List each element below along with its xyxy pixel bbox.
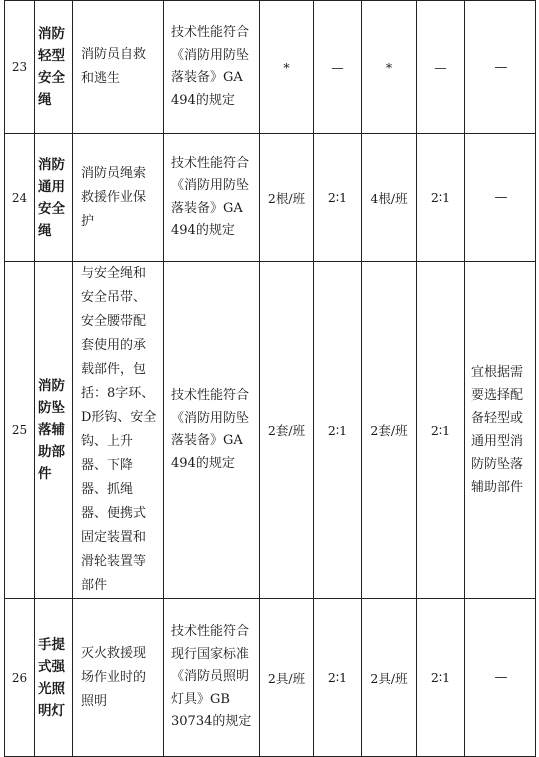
equipment-use: 与安全绳和安全吊带、安全腰带配套使用的承载部件，包括：8字环、D形钩、安全钩、上升器、下降器、抓绳器、便携式固定装置和滑轮装置等部件: [73, 262, 164, 599]
equipment-standard: 技术性能符合《消防用防坠落装备》GA 494的规定: [164, 1, 260, 134]
ratio-cell-2: 2∶1: [417, 599, 465, 757]
ratio-cell-2: 2∶1: [417, 134, 465, 262]
quantity-cell-2: 2具/班: [362, 599, 417, 757]
table-row: [5, 1, 536, 134]
row-number: 26: [5, 599, 35, 757]
ratio-cell-1: 2∶1: [314, 262, 362, 599]
remark-cell: —: [465, 134, 536, 262]
equipment-standard: 技术性能符合《消防用防坠落装备》GA 494的规定: [164, 262, 260, 599]
ratio-cell-1: 2∶1: [314, 599, 362, 757]
equipment-name: 手提式强光照明灯: [35, 599, 73, 757]
equipment-name: 消防防坠落辅助部件: [35, 262, 73, 599]
table-row: [5, 599, 536, 757]
table-row: [5, 134, 536, 262]
equipment-use: 消防员绳索救援作业保护: [73, 134, 164, 262]
ratio-cell-2: —: [417, 1, 465, 134]
quantity-cell-2: 2套/班: [362, 262, 417, 599]
quantity-cell-1: *: [260, 1, 314, 134]
row-number: 25: [5, 262, 35, 599]
quantity-cell-2: *: [362, 1, 417, 134]
equipment-standard: 技术性能符合《消防用防坠落装备》GA 494的规定: [164, 134, 260, 262]
remark-cell: 宜根据需要选择配备轻型或通用型消防防坠落辅助部件: [465, 262, 536, 599]
remark-cell: —: [465, 1, 536, 134]
quantity-cell-1: 2套/班: [260, 262, 314, 599]
quantity-cell-1: 2具/班: [260, 599, 314, 757]
equipment-use: 消防员自救和逃生: [73, 1, 164, 134]
equipment-name: 消防轻型安全绳: [35, 1, 73, 134]
quantity-cell-2: 4根/班: [362, 134, 417, 262]
equipment-use: 灭火救援现场作业时的照明: [73, 599, 164, 757]
ratio-cell-1: —: [314, 1, 362, 134]
equipment-table: [4, 0, 536, 757]
row-number: 24: [5, 134, 35, 262]
ratio-cell-2: 2∶1: [417, 262, 465, 599]
equipment-standard: 技术性能符合现行国家标准《消防员照明灯具》GB 30734的规定: [164, 599, 260, 757]
row-number: 23: [5, 1, 35, 134]
quantity-cell-1: 2根/班: [260, 134, 314, 262]
remark-cell: —: [465, 599, 536, 757]
table-row: [5, 262, 536, 599]
equipment-name: 消防通用安全绳: [35, 134, 73, 262]
ratio-cell-1: 2∶1: [314, 134, 362, 262]
